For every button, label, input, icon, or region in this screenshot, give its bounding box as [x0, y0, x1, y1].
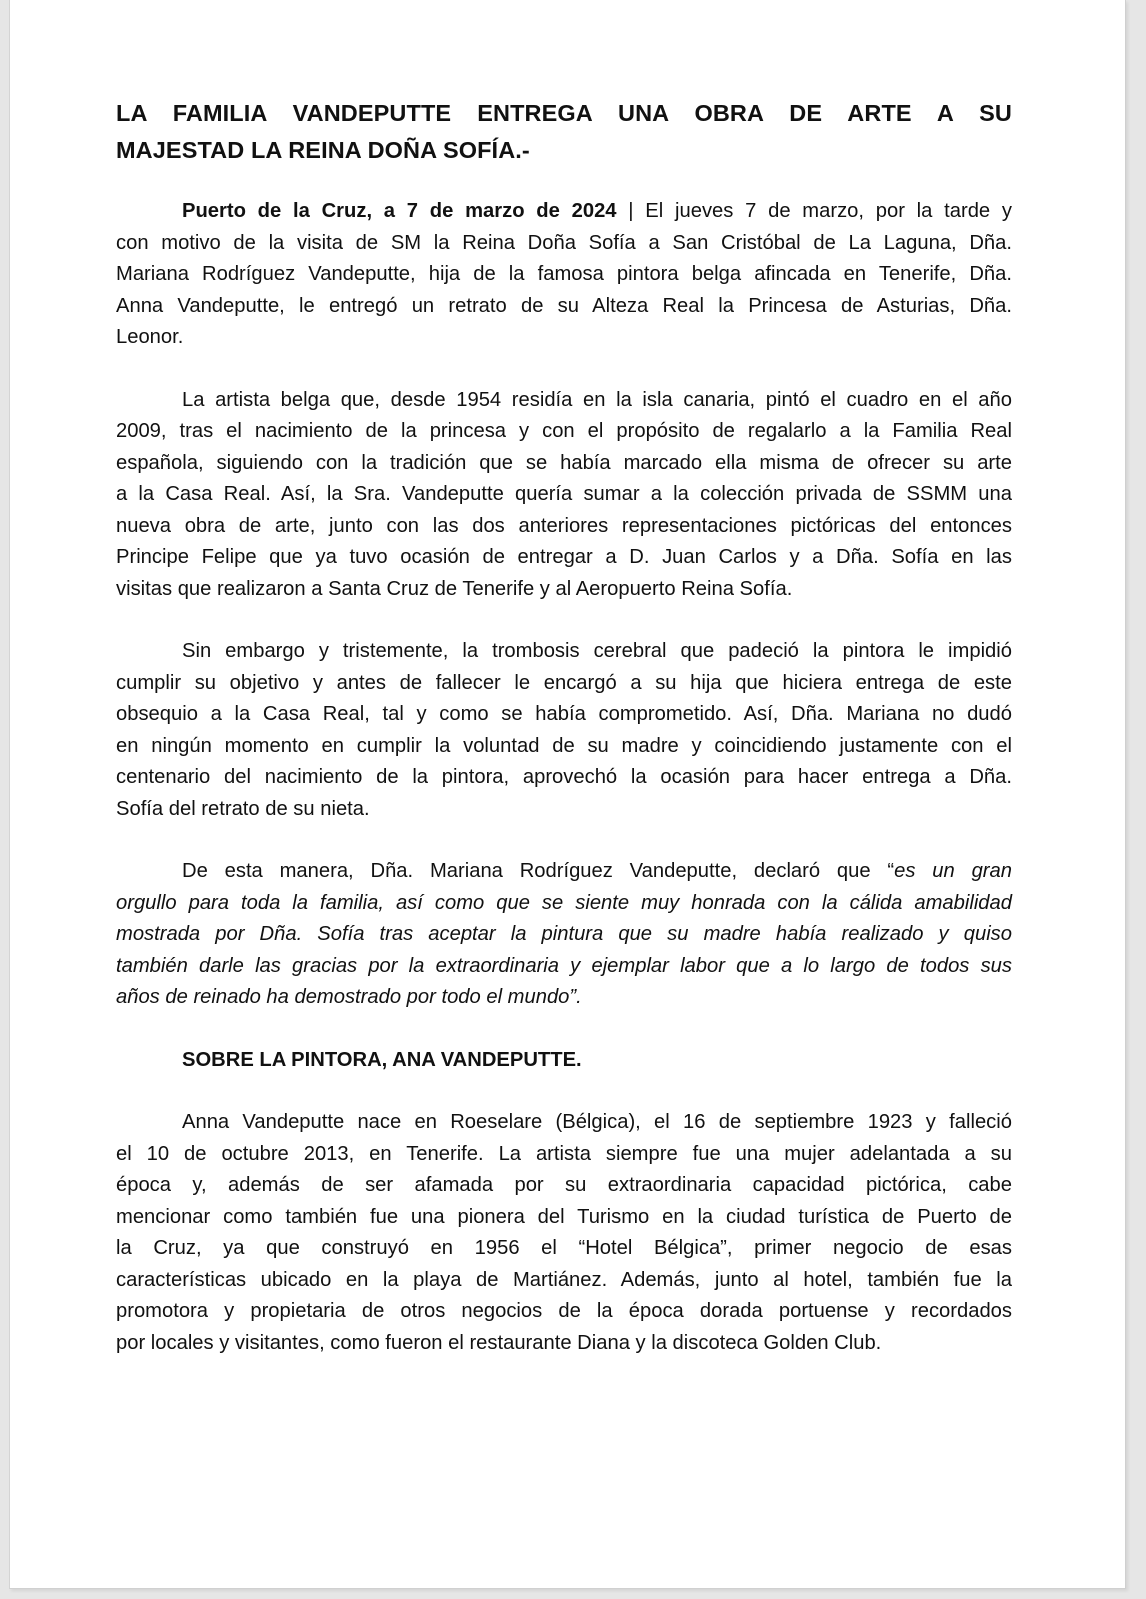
title-line: MAJESTAD LA REINA DOÑA SOFÍA.- [116, 137, 530, 163]
paragraph-line: a la Casa Real. Así, la Sra. Vandeputte quería sumar a la colección privada de SSMM una [116, 483, 1012, 505]
paragraph-line: cumplir su objetivo y antes de fallecer le encargó a su hija que hiciera entrega de este [116, 671, 1012, 694]
paragraph-line: en ningún momento en cumplir la voluntad de su madre y coincidiendo justamente con el [116, 734, 1012, 757]
paragraph-line: mencionar como también fue una pionera del Turismo en la ciudad turística de Puerto de [116, 1205, 1012, 1228]
paragraph-line: época y, además de ser afamada por su extraordinaria capacidad pictórica, cabe [116, 1174, 1012, 1196]
section-heading: SOBRE LA PINTORA, ANA VANDEPUTTE. [182, 1048, 582, 1071]
paragraph-line: Principe Felipe que ya tuvo ocasión de entregar a D. Juan Carlos y a Dña. Sofía en las [116, 546, 1012, 568]
quote-line: años de reinado ha demostrado por todo el mundo”. [116, 986, 582, 1008]
paragraph-line: Anna Vandeputte nace en Roeselare (Bélgica), el 16 de septiembre 1923 y falleció [182, 1111, 1012, 1133]
title-line: LA FAMILIA VANDEPUTTE ENTREGA UNA OBRA DE ARTE A SU [116, 100, 1012, 126]
paragraph-line: Mariana Rodríguez Vandeputte, hija de la famosa pintora belga afincada en Tenerife, Dña. [116, 263, 1012, 285]
paragraph-quote [116, 856, 1012, 1014]
paragraph-line: el 10 de octubre 2013, en Tenerife. La artista siempre fue una mujer adelantada a su [116, 1142, 1012, 1165]
paragraph-line: con motivo de la visita de SM la Reina Doña Sofía a San Cristóbal de La Laguna, Dña. [116, 231, 1012, 254]
line-text: De esta manera, Dña. Mariana Rodríguez Vandeputte, declaró que “ [182, 860, 895, 882]
paragraph-biography [116, 1107, 1012, 1359]
quote-line: orgullo para toda la familia, así como que se siente muy honrada con la cálida amabilidad [116, 891, 1012, 914]
document-body [116, 95, 1012, 1390]
document-page [9, 0, 1126, 1589]
paragraph-line: nueva obra de arte, junto con las dos anteriores representaciones pictóricas del entonces [116, 514, 1012, 537]
document-title [116, 95, 1012, 169]
paragraph-line: La artista belga que, desde 1954 residía en la isla canaria, pintó el cuadro en el año [182, 388, 1012, 411]
paragraph-line: características ubicado en la playa de Martiánez. Además, junto al hotel, también fue la [116, 1268, 1012, 1291]
paragraph-line: obsequio a la Casa Real, tal y como se había comprometido. Así, Dña. Mariana no dudó [116, 703, 1012, 725]
paragraph-line: Sofía del retrato de su nieta. [116, 797, 370, 820]
paragraph-line: Leonor. [116, 326, 184, 348]
paragraph-thrombosis [116, 636, 1012, 825]
paragraph-line: centenario del nacimiento de la pintora, aprovechó la ocasión para hacer entrega a Dña. [116, 766, 1012, 788]
paragraph-artist-painting [116, 385, 1012, 606]
paragraph-line: Sin embargo y tristemente, la trombosis cerebral que padeció la pintora le impidió [182, 640, 1012, 662]
paragraph-intro [116, 196, 1012, 354]
paragraph-line: Anna Vandeputte, le entregó un retrato de su Alteza Real la Princesa de Asturias, Dña. [116, 294, 1012, 317]
paragraph-line: 2009, tras el nacimiento de la princesa y con el propósito de regalarlo a la Familia Real [116, 420, 1012, 442]
paragraph-line [116, 196, 1012, 228]
paragraph-line: la Cruz, ya que construyó en 1956 el “Hotel Bélgica”, primer negocio de esas [116, 1237, 1012, 1259]
paragraph-line: promotora y propietaria de otros negocios de la época dorada portuense y recordados [116, 1300, 1012, 1322]
dateline: Puerto de la Cruz, a 7 de marzo de 2024 [182, 200, 617, 222]
line-text: El jueves 7 de marzo, por la tarde y [645, 200, 1013, 222]
dateline-separator: | [616, 200, 646, 222]
paragraph-line: española, siguiendo con la tradición que se había marcado ella misma de ofrecer su arte [116, 451, 1012, 474]
paragraph-line: por locales y visitantes, como fueron el restaurante Diana y la discoteca Golden Club. [116, 1331, 882, 1354]
paragraph-line [116, 856, 1012, 888]
quote-text: es un gran [894, 860, 1012, 882]
paragraph-line: visitas que realizaron a Santa Cruz de Tenerife y al Aeropuerto Reina Sofía. [116, 577, 793, 600]
quote-line: mostrada por Dña. Sofía tras aceptar la pintura que su madre había realizado y quiso [116, 923, 1012, 945]
quote-line: también darle las gracias por la extraordinaria y ejemplar labor que a lo largo de todos sus [116, 954, 1012, 977]
